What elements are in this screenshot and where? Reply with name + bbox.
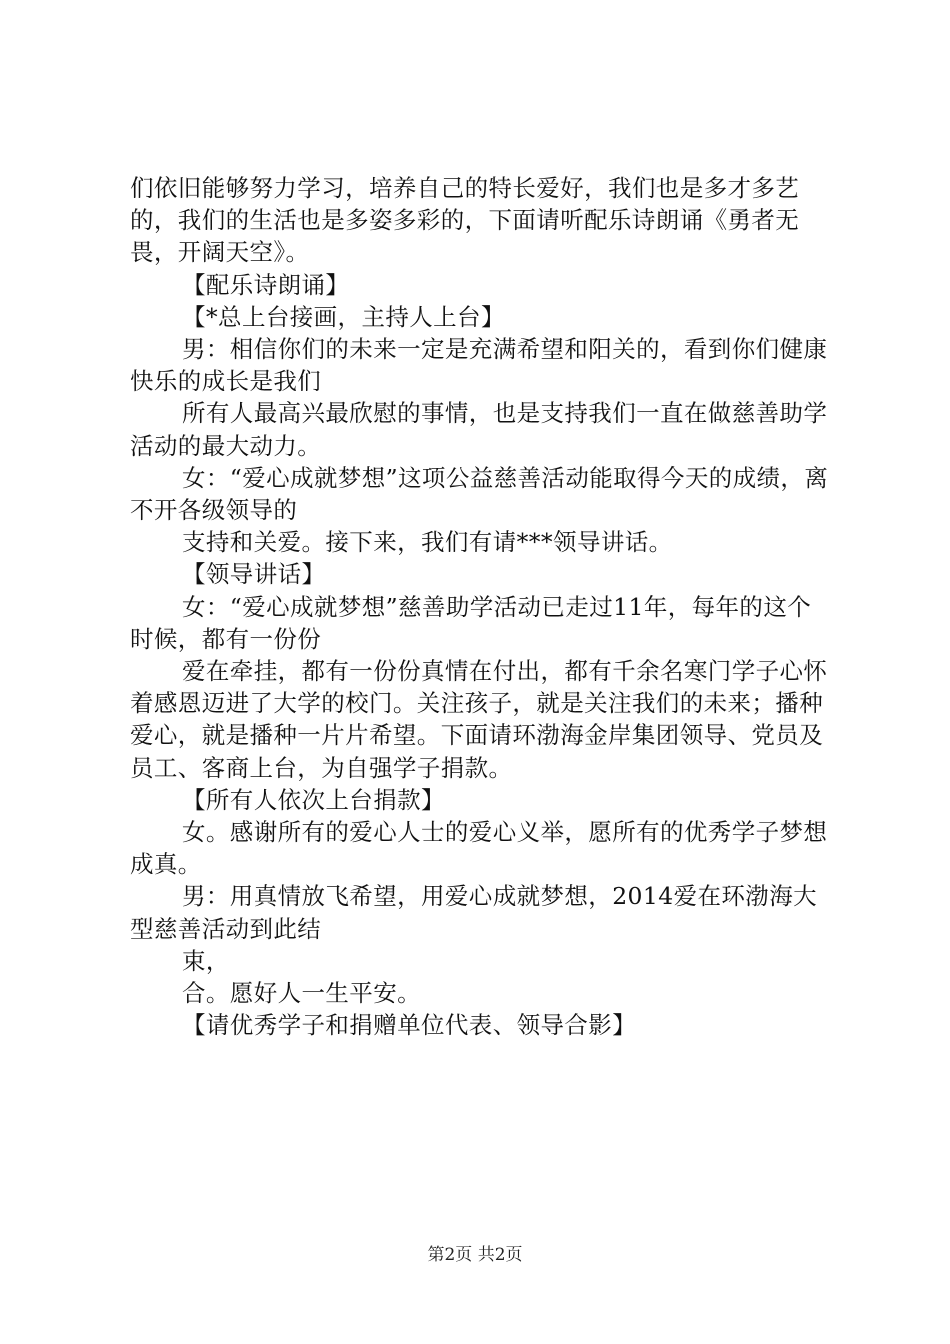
paragraph: 合。愿好人一生平安。	[182, 979, 421, 1008]
paragraph: 爱在牵挂，都有一份份真情在付出，都有千余名寒门学子心怀着感恩迈进了大学的校门。关注孩子，就是关注我们的未来；播种爱心，就是播种一片片希望。下面请环渤海金岸集团领导、党员及员工、客商上台，为自强学子捐款。	[130, 657, 828, 782]
document-body	[130, 172, 832, 1041]
paragraph: 所有人最高兴最欣慰的事情，也是支持我们一直在做慈善助学活动的最大动力。	[130, 399, 828, 460]
paragraph: 女：“爱心成就梦想”慈善助学活动已走过11年，每年的这个时候，都有一份份	[130, 592, 812, 653]
paragraph: 女。感谢所有的爱心人士的爱心义举，愿所有的优秀学子梦想成真。	[130, 818, 828, 879]
paragraph: 们依旧能够努力学习，培养自己的特长爱好，我们也是多才多艺的，我们的生活也是多姿多彩的，下面请听配乐诗朗诵《勇者无畏，开阔天空》。	[130, 174, 800, 267]
stage-direction: 【领导讲话】	[182, 560, 326, 589]
paragraph: 束，	[182, 946, 230, 975]
paragraph: 女：“爱心成就梦想”这项公益慈善活动能取得今天的成绩，离不开各级领导的	[130, 463, 829, 525]
paragraph: 男：用真情放飞希望，用爱心成就梦想，2014爱在环渤海大型慈善活动到此结	[130, 882, 818, 943]
paragraph: 支持和关爱。接下来，我们有请***领导讲话。	[182, 528, 673, 557]
stage-direction: 【配乐诗朗诵】	[182, 270, 350, 299]
paragraph: 男：相信你们的未来一定是充满希望和阳关的，看到你们健康快乐的成长是我们	[130, 335, 828, 396]
stage-direction: 【请优秀学子和捐赠单位代表、领导合影】	[182, 1011, 637, 1040]
stage-direction: 【所有人依次上台捐款】	[182, 785, 445, 814]
stage-direction: 【*总上台接画，主持人上台】	[182, 302, 505, 331]
page-number-footer: 第2页 共2页	[427, 1245, 523, 1265]
